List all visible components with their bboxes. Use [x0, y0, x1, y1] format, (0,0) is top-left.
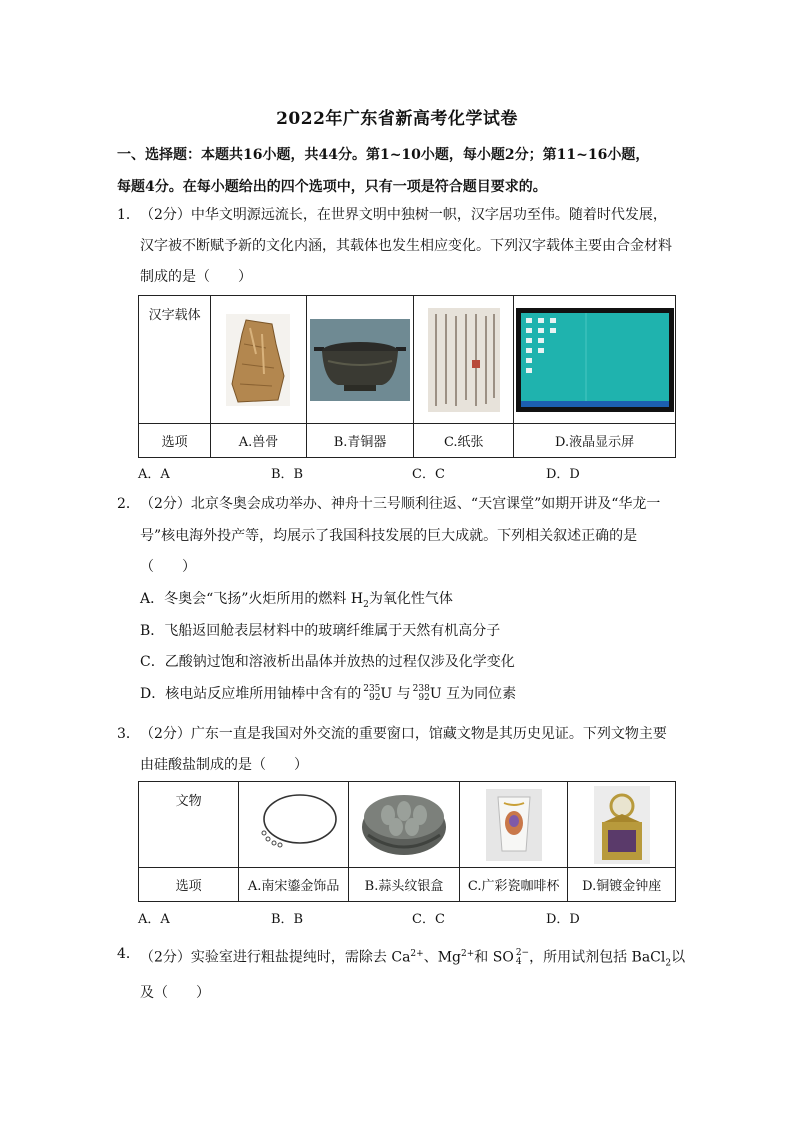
option-cell-a: A.南宋鎏金饰品: [239, 868, 349, 902]
gilded-necklace-image: [246, 789, 342, 861]
choice-d[interactable]: D．D: [546, 912, 580, 927]
question-1-text-line3: 制成的是（ ）: [140, 269, 252, 285]
mg-charge: 2+: [461, 949, 475, 959]
option-cell-c: C.纸张: [414, 424, 514, 458]
image-cell-porcelain: [459, 782, 568, 868]
image-cell-bronze: [306, 296, 414, 424]
ca-charge: 2+: [410, 949, 424, 959]
option-a-text: A．冬奥会“飞扬”火炬所用的燃料 H: [140, 591, 364, 607]
mass-number-235: 235: [363, 684, 381, 694]
question-1-table: [138, 295, 676, 458]
section-header-line1: 一、选择题：本题共16小题，共44分。第1~10小题，每小题2分；第11~16小题，: [117, 147, 650, 163]
lcd-screen-image: [516, 308, 674, 412]
option-d-text-end: U 互为同位素: [429, 686, 517, 702]
question-4-text-mg: 、Mg: [423, 949, 461, 966]
question-2-option-b[interactable]: B．飞船返回舱表层材料中的玻璃纤维属于天然有机高分子: [140, 623, 501, 639]
section-header-line2: 每题4分。在每小题给出的四个选项中，只有一项是符合题目要求的。: [117, 179, 547, 195]
question-3-choices: [0, 911, 794, 929]
choice-d[interactable]: D．D: [546, 467, 580, 482]
isotope-235: [363, 685, 380, 703]
paper-scroll-image: [428, 308, 500, 412]
option-cell-b: B.蒜头纹银盒: [349, 868, 460, 902]
question-2-option-a[interactable]: [140, 589, 453, 615]
option-cell-d: D.铜镀金钟座: [568, 868, 676, 902]
atomic-number-92b: 92: [418, 693, 430, 703]
table-row-label: 选项: [139, 424, 211, 458]
option-cell-b: B.青铜器: [306, 424, 414, 458]
image-cell-paper: [414, 296, 514, 424]
question-4-text-bacl: ，所用试剂包括 BaCl: [529, 949, 666, 966]
choice-b[interactable]: B．B: [271, 467, 304, 482]
choice-a[interactable]: A．A: [138, 467, 170, 482]
choice-c[interactable]: C．C: [412, 912, 445, 927]
question-3-number: 3．: [117, 726, 140, 742]
question-2-option-c[interactable]: C．乙酸钠过饱和溶液析出晶体并放热的过程仅涉及化学变化: [140, 654, 515, 670]
porcelain-cup-image: [486, 789, 542, 861]
image-cell-clock: [568, 782, 676, 868]
option-cell-c: C.广彩瓷咖啡杯: [459, 868, 568, 902]
image-cell-gold: [239, 782, 349, 868]
question-4-text-line2: 及（ ）: [140, 985, 210, 1001]
question-4-text-line1: [140, 944, 685, 973]
question-4-number: 4．: [117, 946, 140, 962]
question-1-text-line2: 汉字被不断赋予新的文化内涵，其载体也发生相应变化。下列汉字载体主要由合金材料: [140, 238, 672, 254]
choice-c[interactable]: C．C: [412, 467, 445, 482]
choice-b[interactable]: B．B: [271, 912, 304, 927]
sulfate-charge: 2−: [515, 947, 530, 958]
question-2-text-line2: 号”核电海外投产等，均展示了我国科技发展的巨大成就。下列相关叙述正确的是: [140, 528, 638, 544]
question-4-text-so: 和 SO: [474, 949, 514, 966]
question-1-number: 1．: [117, 207, 140, 223]
image-cell-silver: [349, 782, 460, 868]
table-header-cell: 文物: [139, 782, 239, 868]
question-2-number: 2．: [117, 496, 140, 512]
h2-subscript: 2: [363, 599, 369, 610]
image-cell-bone: [211, 296, 307, 424]
mass-number-238: 238: [412, 684, 430, 694]
sulfate-subscript: 4: [515, 956, 522, 967]
isotope-238: [413, 685, 430, 703]
question-2-text-line1: （2分）北京冬奥会成功举办、神舟十三号顺利往返、“天宫课堂”如期开讲及“华龙一: [140, 496, 661, 512]
sulfate-index: [516, 949, 529, 967]
page-title: 2022年广东省新高考化学试卷: [276, 109, 518, 129]
question-4-text-end: 以: [671, 949, 686, 966]
silver-box-image: [358, 787, 450, 863]
bacl-subscript: 2: [665, 958, 672, 969]
question-2-option-d[interactable]: [140, 684, 516, 704]
question-3-table: [138, 781, 676, 902]
choice-a[interactable]: A．A: [138, 912, 170, 927]
question-4-text-start: （2分）实验室进行粗盐提纯时，需除去 Ca: [140, 949, 411, 966]
question-2-text-line3: （ ）: [140, 559, 196, 575]
option-cell-a: A.兽骨: [211, 424, 307, 458]
option-a-text-end: 为氧化性气体: [368, 591, 453, 607]
option-cell-d: D.液晶显示屏: [514, 424, 676, 458]
question-3-text-line2: 由硅酸盐制成的是（ ）: [140, 757, 308, 773]
option-d-text: D．核电站反应堆所用铀棒中含有的: [140, 686, 362, 702]
bronze-vessel-image: [310, 319, 410, 401]
gilt-clock-image: [594, 786, 650, 864]
question-1-choices: [0, 466, 794, 484]
oracle-bone-image: [226, 314, 290, 406]
table-header-cell: 汉字载体: [139, 296, 211, 424]
atomic-number-92a: 92: [368, 693, 381, 703]
uranium-symbol-1: U 与: [380, 686, 411, 702]
question-1-text-line1: （2分）中华文明源远流长，在世界文明中独树一帜，汉字居功至伟。随着时代发展，: [140, 207, 667, 223]
table-row-label: 选项: [139, 868, 239, 902]
image-cell-lcd: [514, 296, 676, 424]
question-3-text-line1: （2分）广东一直是我国对外交流的重要窗口，馆藏文物是其历史见证。下列文物主要: [140, 726, 667, 742]
